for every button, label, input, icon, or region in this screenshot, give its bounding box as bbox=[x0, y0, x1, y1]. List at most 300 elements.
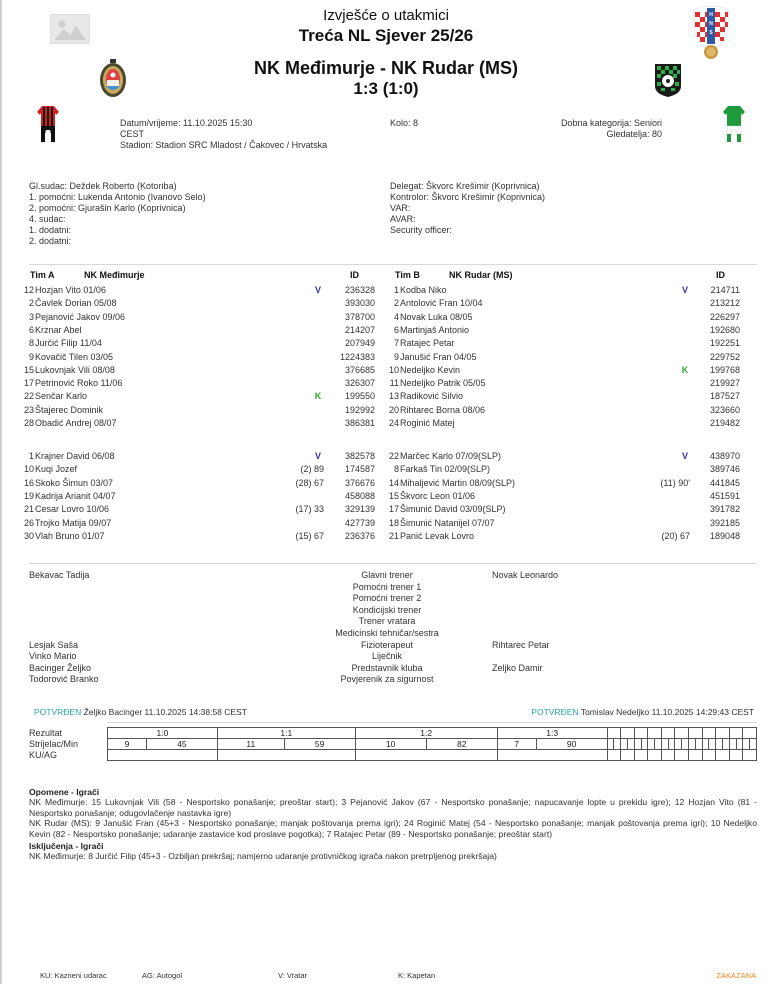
team-b-staff-member: Rihtarec Petar bbox=[492, 639, 550, 650]
player-name: Petrinović Roko 11/06 bbox=[35, 378, 123, 389]
datetime-timezone: CEST bbox=[120, 129, 145, 139]
player-number: 24 bbox=[388, 418, 399, 428]
match-score: 1:3 (1:0) bbox=[353, 79, 419, 98]
player-id: 214207 bbox=[344, 324, 375, 335]
player-number: 15 bbox=[388, 490, 399, 501]
player-number: 22 bbox=[388, 451, 399, 461]
confirmation-text: Željko Bacinger 11.10.2025 14:38:58 CEST bbox=[83, 707, 247, 717]
player-id: 214711 bbox=[710, 285, 740, 295]
player-row-substitute bbox=[386, 478, 768, 489]
goal-minute bbox=[641, 739, 648, 750]
player-id: 192680 bbox=[709, 324, 740, 335]
player-name: Krajner David 06/08 bbox=[35, 451, 115, 461]
player-row-starter bbox=[2, 418, 386, 429]
player-row-substitute bbox=[2, 531, 386, 542]
player-number: 8 bbox=[28, 338, 34, 349]
goal-scorer: 11 bbox=[217, 739, 284, 750]
label-result: Rezultat bbox=[29, 728, 63, 738]
team-a-staff-member: Bacinger Željko bbox=[29, 662, 92, 673]
player-name: Hozjan Vito 01/06 bbox=[35, 285, 106, 295]
player-id: 207949 bbox=[344, 338, 375, 349]
spectators: Gledatelja: 80 bbox=[606, 129, 662, 139]
player-id: 199768 bbox=[709, 364, 740, 375]
player-name: Nedeljko Patrik 05/05 bbox=[400, 378, 486, 389]
player-row-starter bbox=[2, 378, 386, 389]
legend-ag: AG: Autogol bbox=[142, 971, 183, 980]
player-row-starter bbox=[386, 378, 768, 389]
player-row-starter bbox=[386, 418, 768, 429]
player-row-substitute bbox=[2, 491, 386, 502]
player-name: Marčec Karlo 07/09(SLP) bbox=[400, 451, 502, 461]
goal-minute: 90 bbox=[536, 739, 607, 750]
player-number: 6 bbox=[393, 324, 399, 335]
divider bbox=[29, 563, 757, 564]
goal-result: 1:0 bbox=[108, 728, 218, 739]
grid-row-result bbox=[108, 728, 757, 739]
goal-scorer bbox=[729, 739, 736, 750]
goal-minute bbox=[736, 739, 743, 750]
player-id: 393030 bbox=[344, 298, 375, 309]
player-id: 229752 bbox=[709, 351, 740, 362]
goal-scorer bbox=[648, 739, 655, 750]
player-number: 17 bbox=[23, 378, 34, 389]
player-id: 441845 bbox=[709, 477, 740, 488]
player-name: Nedeljko Kevin bbox=[400, 364, 461, 375]
player-id: 219927 bbox=[709, 378, 740, 389]
player-row-starter bbox=[2, 325, 386, 336]
home-kit-icon bbox=[36, 104, 60, 144]
player-number: 20 bbox=[388, 404, 399, 415]
goal-scorer bbox=[743, 739, 750, 750]
player-name: Novak Luka 08/05 bbox=[400, 311, 473, 322]
staff-role: Predstavnik kluba bbox=[351, 662, 423, 673]
nk-rudar-crest-icon bbox=[654, 62, 682, 98]
confirmation-text: Tomislav Nedeljko 11.10.2025 14:29:43 CEST bbox=[580, 707, 754, 717]
svg-text:H: H bbox=[709, 12, 713, 18]
player-number: 3 bbox=[28, 311, 34, 322]
goal-type bbox=[108, 750, 218, 761]
player-number: 17 bbox=[388, 504, 399, 515]
match-info-right bbox=[502, 118, 662, 140]
goal-type bbox=[661, 750, 675, 761]
goal-type bbox=[743, 750, 757, 761]
player-name: Cesar Lovro 10/06 bbox=[35, 504, 110, 515]
team-a-staff-member: Todorović Branko bbox=[29, 674, 99, 685]
player-row-substitute bbox=[2, 451, 386, 462]
nk-medimurje-crest-icon bbox=[98, 58, 128, 100]
team-a-lineup bbox=[2, 270, 386, 560]
player-row-starter bbox=[2, 338, 386, 349]
goal-result bbox=[607, 728, 621, 739]
player-number: 26 bbox=[23, 517, 34, 528]
player-number: 10 bbox=[23, 464, 34, 475]
player-number: 13 bbox=[388, 391, 399, 402]
officials-left bbox=[29, 181, 369, 247]
player-id: 323660 bbox=[709, 404, 740, 415]
player-id: 192251 bbox=[709, 338, 740, 349]
goal-scorer bbox=[621, 739, 628, 750]
player-number: 16 bbox=[23, 477, 34, 488]
player-number: 15 bbox=[23, 364, 34, 375]
player-row-starter bbox=[2, 391, 386, 402]
player-name: Janušić Fran 04/05 bbox=[400, 351, 477, 362]
player-number: 8 bbox=[393, 464, 399, 475]
goalkeeper-mark: V bbox=[681, 451, 688, 461]
captain-mark: K bbox=[314, 391, 322, 402]
goal-result bbox=[648, 728, 662, 739]
team-b-staff-member bbox=[492, 616, 692, 628]
competition-title: Treća NL Sjever 25/26 bbox=[298, 26, 474, 45]
player-id: 376676 bbox=[344, 477, 375, 488]
player-number: 2 bbox=[393, 298, 399, 309]
confirmation-status: POTVRĐEN bbox=[531, 707, 579, 717]
team-a-name: NK Međimurje bbox=[84, 270, 145, 280]
hns-crest-icon bbox=[688, 4, 734, 60]
goal-type bbox=[497, 750, 607, 761]
away-kit-icon bbox=[722, 104, 746, 144]
staff-role: Kondicijski trener bbox=[352, 604, 422, 615]
goal-scorer bbox=[675, 739, 682, 750]
match-status-text: ZAKAZANA bbox=[716, 971, 756, 980]
age-category: Dobna kategorija: Seniori bbox=[560, 118, 662, 128]
official-additional-1: 1. dodatni: bbox=[29, 225, 72, 235]
goal-minute bbox=[709, 739, 716, 750]
player-name: Lukovnjak Vili 08/08 bbox=[35, 364, 115, 375]
player-row-starter bbox=[2, 285, 386, 296]
team-b-staff-member: Novak Leonardo bbox=[492, 570, 559, 580]
player-number: 21 bbox=[388, 530, 399, 541]
goal-result bbox=[743, 728, 757, 739]
player-number: 11 bbox=[389, 378, 399, 389]
player-name: Vlah Bruno 01/07 bbox=[35, 530, 105, 541]
player-name: Šimunić David 03/09(SLP) bbox=[400, 504, 506, 515]
player-row-substitute bbox=[386, 491, 768, 502]
team-b-confirmation bbox=[402, 707, 754, 717]
goal-type bbox=[355, 750, 497, 761]
player-name: Šimunić Natanijel 07/07 bbox=[400, 517, 495, 528]
player-id: 376685 bbox=[344, 364, 375, 375]
goal-scorer bbox=[716, 739, 723, 750]
player-number: 2 bbox=[28, 298, 34, 309]
team-b-name: NK Rudar (MS) bbox=[449, 270, 513, 280]
goal-type bbox=[634, 750, 648, 761]
player-id: 427739 bbox=[344, 517, 375, 528]
player-name: Panić Levak Lovro bbox=[400, 530, 475, 541]
expulsions-title: Isključenja - Igrači bbox=[29, 841, 104, 852]
legend-k: K: Kapetan bbox=[398, 971, 436, 980]
player-number: 23 bbox=[23, 404, 34, 415]
player-row-substitute bbox=[2, 518, 386, 529]
officials-right bbox=[390, 181, 730, 236]
player-row-starter bbox=[386, 298, 768, 309]
goalkeeper-mark: V bbox=[314, 451, 321, 461]
goal-result: 1:3 bbox=[497, 728, 607, 739]
player-row-starter bbox=[2, 312, 386, 323]
team-b-lineup bbox=[386, 270, 768, 560]
player-row-starter bbox=[2, 352, 386, 363]
official-security: Security officer: bbox=[390, 225, 452, 235]
team-a-id-header: ID bbox=[350, 270, 359, 280]
label-ku-ag: KU/AG bbox=[29, 750, 58, 760]
goal-minute bbox=[628, 739, 635, 750]
goal-scorer bbox=[661, 739, 668, 750]
goal-result bbox=[689, 728, 703, 739]
svg-text:S: S bbox=[709, 30, 713, 36]
goal-result bbox=[675, 728, 689, 739]
player-name: Štajerec Dominik bbox=[35, 404, 104, 415]
goal-result: 1:2 bbox=[355, 728, 497, 739]
team-a-label: Tim A bbox=[30, 270, 55, 280]
team-b-staff-member bbox=[492, 582, 692, 594]
goal-result bbox=[716, 728, 730, 739]
player-number: 12 bbox=[23, 285, 34, 295]
player-name: Martinjaš Antonio bbox=[400, 324, 470, 335]
player-row-starter bbox=[386, 338, 768, 349]
divider bbox=[107, 722, 757, 723]
player-id: 378700 bbox=[344, 311, 375, 322]
player-id: 458088 bbox=[344, 490, 375, 501]
player-name: Antolović Fran 10/04 bbox=[400, 298, 483, 309]
player-row-starter bbox=[386, 325, 768, 336]
official-avar: AVAR: bbox=[390, 214, 416, 224]
player-name: Kodba Niko bbox=[400, 285, 447, 295]
player-name: Senčar Karlo bbox=[35, 391, 88, 402]
team-a-staff bbox=[29, 570, 229, 686]
goal-type bbox=[729, 750, 743, 761]
staff-role: Povjerenik za sigurnost bbox=[340, 674, 434, 685]
player-id: 213212 bbox=[709, 298, 740, 309]
player-name: Trojko Matija 09/07 bbox=[35, 517, 112, 528]
team-b-staff-member bbox=[492, 593, 692, 605]
goal-minute bbox=[695, 739, 702, 750]
player-number: 18 bbox=[388, 517, 399, 528]
goals-grid-labels bbox=[29, 728, 78, 761]
player-id: 1224383 bbox=[339, 351, 375, 362]
staff-role: Medicinski tehničar/sestra bbox=[335, 627, 439, 638]
goal-result bbox=[634, 728, 648, 739]
match-title: NK Međimurje - NK Rudar (MS) bbox=[253, 58, 518, 78]
player-number: 14 bbox=[388, 477, 399, 488]
player-number: 6 bbox=[28, 324, 34, 335]
player-id: 174587 bbox=[344, 464, 375, 475]
svg-text:N: N bbox=[709, 21, 713, 27]
player-name: Jurčić Filip 11/04 bbox=[35, 338, 102, 349]
disciplinary-notes bbox=[29, 787, 757, 862]
player-id: 226297 bbox=[709, 311, 740, 322]
grid-row-type bbox=[108, 750, 757, 761]
substitution-info: (28) 67 bbox=[295, 477, 324, 488]
team-b-label: Tim B bbox=[395, 270, 420, 280]
staff-role: Fizioterapeut bbox=[360, 639, 414, 650]
player-id: 187527 bbox=[709, 391, 740, 402]
player-number: 4 bbox=[393, 311, 399, 322]
official-controller: Kontrolor: Škvorc Krešimir (Koprivnica) bbox=[390, 192, 546, 202]
player-name: Radiković Silvio bbox=[400, 391, 464, 402]
legend-ku: KU: Kazneni udarac bbox=[40, 971, 107, 980]
player-name: Čavlek Dorian 05/08 bbox=[35, 298, 117, 309]
player-number: 28 bbox=[23, 418, 34, 428]
goal-minute bbox=[655, 739, 662, 750]
player-id: 438970 bbox=[709, 451, 740, 461]
player-number: 9 bbox=[393, 351, 399, 362]
confirmation-status: POTVRĐEN bbox=[34, 707, 82, 717]
legend-v: V: Vratar bbox=[278, 971, 308, 980]
goal-minute: 59 bbox=[284, 739, 355, 750]
player-number: 19 bbox=[23, 490, 34, 501]
player-name: Skoko Šimun 03/07 bbox=[35, 477, 114, 488]
player-id: 392185 bbox=[709, 517, 740, 528]
team-b-id-header: ID bbox=[716, 270, 725, 280]
player-name: Krznar Abel bbox=[35, 324, 82, 335]
goal-minute: 82 bbox=[426, 739, 497, 750]
substitution-info: (20) 67 bbox=[661, 530, 690, 541]
goalkeeper-mark: V bbox=[681, 285, 688, 295]
goal-scorer bbox=[607, 739, 614, 750]
player-name: Mihaljević Martin 08/09(SLP) bbox=[400, 477, 516, 488]
goal-result bbox=[702, 728, 716, 739]
player-id: 199550 bbox=[344, 391, 375, 402]
player-row-starter bbox=[386, 405, 768, 416]
captain-mark: K bbox=[681, 364, 689, 375]
team-a-staff-member bbox=[29, 605, 229, 617]
goal-type bbox=[217, 750, 355, 761]
player-number: 22 bbox=[23, 391, 34, 402]
player-number: 7 bbox=[393, 338, 399, 349]
player-row-substitute bbox=[2, 478, 386, 489]
player-id: 192992 bbox=[344, 404, 375, 415]
player-id: 236328 bbox=[344, 285, 375, 295]
official-additional-2: 2. dodatni: bbox=[29, 236, 72, 246]
player-number: 30 bbox=[23, 530, 34, 541]
staff-role: Glavni trener bbox=[361, 570, 413, 580]
staff-role: Pomoćni trener 1 bbox=[352, 581, 422, 592]
player-id: 236376 bbox=[344, 530, 375, 541]
official-assistant-2: 2. pomoćni: Gjurašin Karlo (Koprivnica) bbox=[29, 203, 186, 213]
goal-minute bbox=[750, 739, 757, 750]
goal-scorer bbox=[634, 739, 641, 750]
match-info-left bbox=[120, 118, 380, 151]
goal-type bbox=[648, 750, 662, 761]
team-b-staff-member bbox=[492, 628, 692, 640]
player-row-substitute bbox=[2, 504, 386, 515]
goal-scorer: 9 bbox=[108, 739, 147, 750]
player-name: Kadrija Arianit 04/07 bbox=[35, 490, 116, 501]
team-b-staff-member bbox=[492, 605, 692, 617]
goal-result bbox=[729, 728, 743, 739]
team-a-staff-member bbox=[29, 628, 229, 640]
goal-type bbox=[702, 750, 716, 761]
goal-minute bbox=[614, 739, 621, 750]
substitution-info: (11) 90' bbox=[660, 477, 690, 488]
player-name: Rihtarec Borna 08/06 bbox=[400, 404, 486, 415]
player-number: 1 bbox=[393, 285, 399, 295]
goal-result bbox=[661, 728, 675, 739]
goal-type bbox=[716, 750, 730, 761]
goal-result bbox=[621, 728, 635, 739]
player-row-substitute bbox=[386, 464, 768, 475]
player-number: 9 bbox=[28, 351, 34, 362]
player-name: Kuqi Jozef bbox=[35, 464, 78, 475]
player-row-substitute bbox=[386, 451, 768, 462]
goal-minute bbox=[722, 739, 729, 750]
player-id: 391782 bbox=[709, 504, 740, 515]
player-row-starter bbox=[386, 285, 768, 296]
team-a-staff-member: Vinko Mario bbox=[29, 651, 77, 662]
player-id: 189048 bbox=[709, 530, 740, 541]
goal-type bbox=[689, 750, 703, 761]
player-row-substitute bbox=[2, 464, 386, 475]
goal-scorer bbox=[702, 739, 709, 750]
player-row-substitute bbox=[386, 504, 768, 515]
cautions-away: NK Rudar (MS): 9 Janušić Fran (45+3 - Nesportsko ponašanje; manjak poštovanja prema igri); 24 Roginić Matej (54 - Nesportsko ponašanje; manjak poštovanja prema igri); 10 Nedeljko Kevin (82 - Nesportsko ponašanje; udaranje zastavice kod proslave pogotka); 7 Ratajec Petar (89 - Nesportsko ponašanje; preoštar start) bbox=[29, 818, 757, 839]
goal-scorer bbox=[689, 739, 696, 750]
player-row-substitute bbox=[386, 518, 768, 529]
team-b-staff-member bbox=[492, 674, 692, 686]
team-a-staff-member: Lesjak Saša bbox=[29, 639, 79, 650]
player-name: Pejanović Jakov 09/06 bbox=[35, 311, 126, 322]
player-id: 386381 bbox=[344, 418, 375, 428]
player-row-substitute bbox=[386, 531, 768, 542]
player-id: 382578 bbox=[344, 451, 375, 461]
player-name: Roginić Matej bbox=[400, 418, 455, 428]
stadium: Stadion: Stadion SRC Mladost / Čakovec / Hrvatska bbox=[120, 140, 328, 150]
player-number: 1 bbox=[28, 451, 34, 461]
label-scorer: Strijelac/Min bbox=[29, 739, 79, 749]
team-a-staff-member bbox=[29, 582, 229, 594]
player-row-starter bbox=[2, 298, 386, 309]
goal-type bbox=[675, 750, 689, 761]
goal-scorer: 7 bbox=[497, 739, 536, 750]
player-row-starter bbox=[386, 352, 768, 363]
player-row-starter bbox=[386, 365, 768, 376]
grid-row-scorer bbox=[108, 739, 757, 750]
team-b-staff bbox=[492, 570, 692, 686]
goal-type bbox=[607, 750, 621, 761]
goal-type bbox=[621, 750, 635, 761]
substitution-info: (15) 67 bbox=[295, 530, 324, 541]
report-title: Izvješće o utakmici bbox=[323, 7, 449, 24]
team-a-staff-member bbox=[29, 616, 229, 628]
goal-scorer: 10 bbox=[355, 739, 426, 750]
player-row-starter bbox=[2, 405, 386, 416]
player-row-starter bbox=[2, 365, 386, 376]
official-delegate: Delegat: Škvorc Krešimir (Koprivnica) bbox=[390, 181, 540, 191]
player-id: 326307 bbox=[344, 378, 375, 389]
player-number: 21 bbox=[23, 504, 34, 515]
official-assistant-1: 1. pomoćni: Lukenda Antonio (Ivanovo Selo) bbox=[29, 192, 206, 202]
player-name: Kovačič Tilen 03/05 bbox=[35, 351, 114, 362]
expulsions-home: NK Međimurje: 8 Jurčić Filip (45+3 - Ozbiljan prekršaj; namjerno udaranje protivničkog igrača nakon pretrpljenog prekršaja) bbox=[29, 851, 497, 862]
official-var: VAR: bbox=[390, 203, 411, 213]
staff-role: Trener vratara bbox=[358, 616, 416, 627]
team-b-staff-member: Zeljko Damir bbox=[492, 662, 543, 673]
substitution-info: (2) 89 bbox=[300, 464, 324, 475]
staff-role: Pomoćni trener 2 bbox=[352, 593, 422, 604]
cautions-home: NK Međimurje: 15 Lukovnjak Vili (58 - Nesportsko ponašanje; preoštar start); 3 Pejanović Jakov (67 - Nesportsko ponašanje; napucavanje lopte u prekidu igre); 12 Hozjan Vito (81 - Nesportsko ponašanje; odugovlačenje nastavka igre) bbox=[29, 797, 757, 818]
goals-grid bbox=[107, 727, 757, 761]
staff-role: Liječnik bbox=[371, 651, 402, 662]
substitution-info: (17) 33 bbox=[295, 504, 324, 515]
player-number: 10 bbox=[388, 364, 399, 375]
staff-roles bbox=[312, 570, 462, 686]
cautions-title: Opomene - Igrači bbox=[29, 787, 100, 797]
player-id: 389746 bbox=[709, 464, 740, 475]
round: Kolo: 8 bbox=[390, 118, 419, 128]
goalkeeper-mark: V bbox=[314, 285, 321, 295]
player-name: Obadić Andrej 08/07 bbox=[35, 418, 117, 428]
match-status bbox=[692, 971, 756, 980]
player-row-starter bbox=[386, 391, 768, 402]
